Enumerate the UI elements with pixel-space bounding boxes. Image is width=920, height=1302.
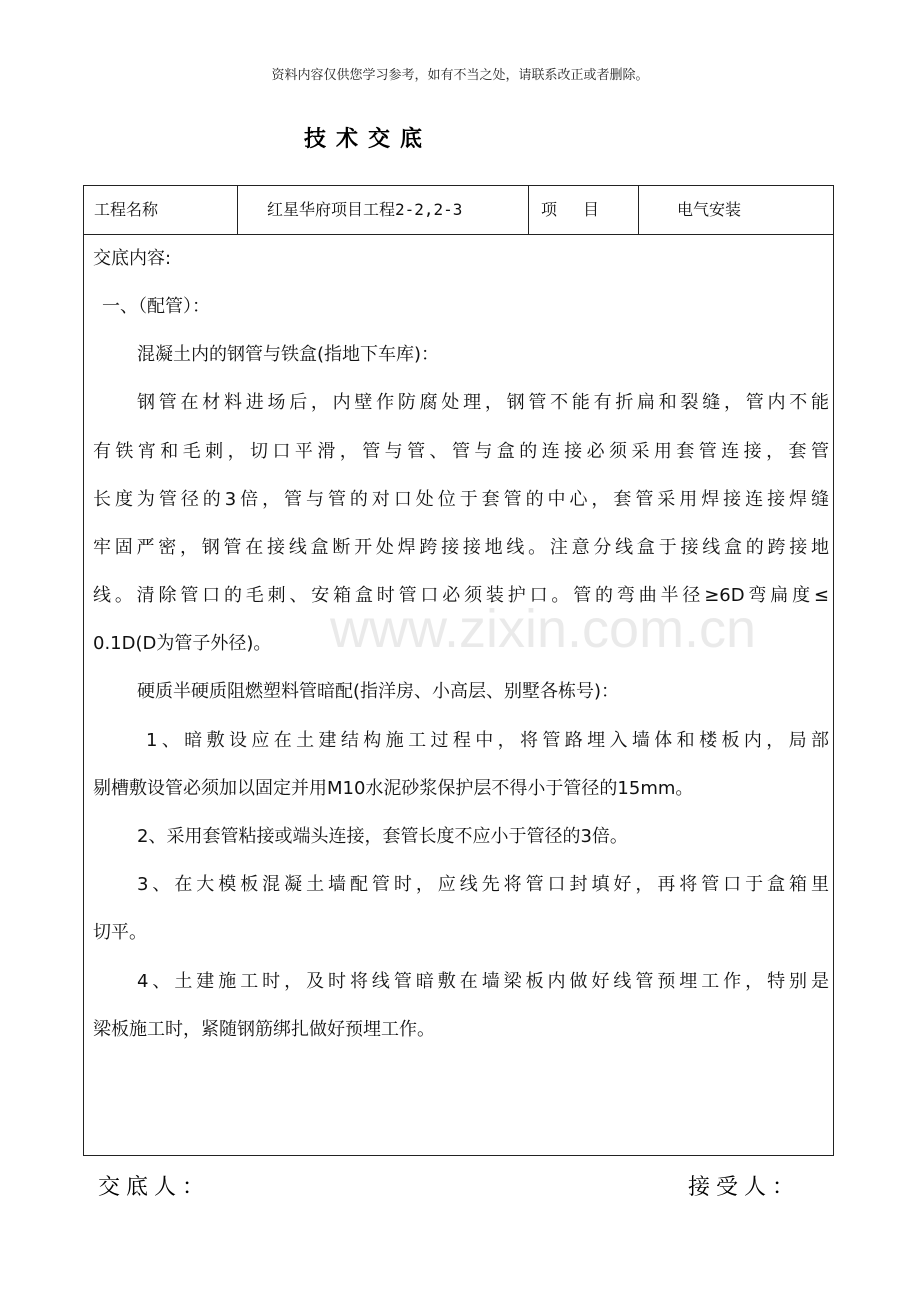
paragraph-line: 牢固严密，钢管在接线盒断开处焊跨接接地线。注意分线盒于接线盒的跨接地 bbox=[93, 537, 829, 558]
disclosure-table bbox=[83, 185, 834, 1156]
list-item-continuation: 剔槽敷设管必须加以固定并用M10水泥砂浆保护层不得小于管径的15mm。 bbox=[93, 778, 694, 799]
section-heading: 一、（配管）： bbox=[102, 296, 210, 317]
table-header-row bbox=[84, 186, 833, 235]
subsection-heading-steel: 混凝土内的钢管与铁盒(指地下车库)： bbox=[137, 344, 440, 365]
paragraph-line: 钢管在材料进场后，内壁作防腐处理，钢管不能有折扁和裂缝，管内不能 bbox=[137, 392, 829, 413]
list-item: 3、在大模板混凝土墙配管时，应线先将管口封填好，再将管口于盒箱里 bbox=[137, 874, 829, 895]
subsection-heading-plastic: 硬质半硬质阻燃塑料管暗配(指洋房、小高层、别墅各栋号)： bbox=[137, 681, 620, 702]
document-title: 技术交底 bbox=[303, 127, 432, 152]
list-item: 1、暗敷设应在土建结构施工过程中，将管路埋入墙体和楼板内，局部 bbox=[146, 730, 829, 751]
item-label: 项目 bbox=[529, 186, 639, 234]
content-heading: 交底内容: bbox=[93, 248, 172, 269]
item-value: 电气安装 bbox=[677, 200, 742, 219]
project-name-label: 工程名称 bbox=[84, 186, 238, 234]
paragraph-line: 线。清除管口的毛刺、安箱盒时管口必须装护口。管的弯曲半径≥6D弯扁度≤ bbox=[93, 585, 829, 606]
receiver-label: 接受人： bbox=[688, 1175, 801, 1200]
handover-person-label: 交底人： bbox=[98, 1175, 211, 1200]
project-name-value: 红星华府项目工程2-2,2-3 bbox=[238, 186, 529, 234]
list-item: 2、采用套管粘接或端头连接，套管长度不应小于管径的3倍。 bbox=[137, 826, 628, 847]
list-item-continuation: 切平。 bbox=[93, 922, 147, 943]
paragraph-line: 有铁宵和毛刺，切口平滑，管与管、管与盒的连接必须采用套管连接，套管 bbox=[93, 441, 829, 462]
list-item: 4、土建施工时，及时将线管暗敷在墙梁板内做好线管预埋工作，特别是 bbox=[137, 971, 829, 992]
disclaimer-notice: 资料内容仅供您学习参考，如有不当之处，请联系改正或者删除。 bbox=[271, 68, 649, 83]
paragraph-line: 长度为管径的3倍，管与管的对口处位于套管的中心，套管采用焊接连接焊缝 bbox=[93, 489, 829, 510]
list-item-continuation: 梁板施工时，紧随钢筋绑扎做好预埋工作。 bbox=[93, 1019, 435, 1040]
paragraph-line: 0.1D(D为管子外径)。 bbox=[93, 633, 272, 654]
watermark: www.zixin.com.cn bbox=[330, 599, 757, 659]
